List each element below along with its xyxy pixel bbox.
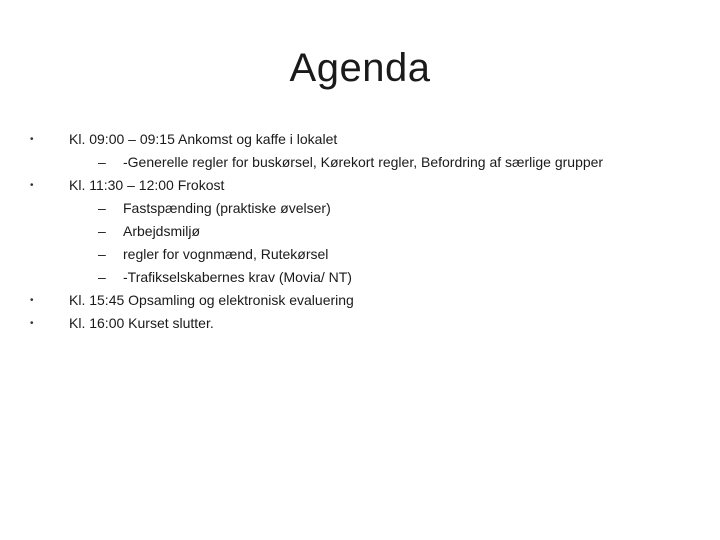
agenda-item-text: Kl. 09:00 – 09:15 Ankomst og kaffe i lokalet: [69, 131, 338, 147]
agenda-item: [26, 174, 696, 197]
bullet-icon: •: [30, 295, 34, 306]
agenda-subitem: [26, 266, 696, 289]
bullet-icon: •: [30, 318, 34, 329]
agenda-list: [26, 128, 696, 335]
agenda-subitem-text: Fastspænding (praktiske øvelser): [123, 200, 331, 216]
agenda-item-text: Kl. 16:00 Kurset slutter.: [69, 315, 214, 331]
dash-icon: –: [98, 223, 106, 239]
bullet-icon: •: [30, 180, 34, 191]
dash-icon: –: [98, 269, 106, 285]
agenda-subitem: [26, 220, 696, 243]
agenda-item: [26, 312, 696, 335]
dash-icon: –: [98, 154, 106, 170]
agenda-subitem: [26, 151, 696, 174]
dash-icon: –: [98, 246, 106, 262]
dash-icon: –: [98, 200, 106, 216]
agenda-item-text: Kl. 11:30 – 12:00 Frokost: [69, 177, 225, 193]
bullet-icon: •: [30, 134, 34, 145]
agenda-item: [26, 289, 696, 312]
agenda-subitem: [26, 243, 696, 266]
agenda-item-text: Kl. 15:45 Opsamling og elektronisk evaluering: [69, 292, 354, 308]
agenda-subitem: [26, 197, 696, 220]
agenda-subitem-text: Arbejdsmiljø: [123, 223, 201, 239]
agenda-subitem-text: -Trafikselskabernes krav (Movia/ NT): [123, 269, 352, 285]
agenda-item: [26, 128, 696, 151]
agenda-subitem-text: regler for vognmænd, Rutekørsel: [123, 246, 329, 262]
slide-title: Agenda: [289, 46, 431, 90]
agenda-subitem-text: -Generelle regler for buskørsel, Kørekort regler, Befordring af særlige grupper: [123, 154, 604, 170]
